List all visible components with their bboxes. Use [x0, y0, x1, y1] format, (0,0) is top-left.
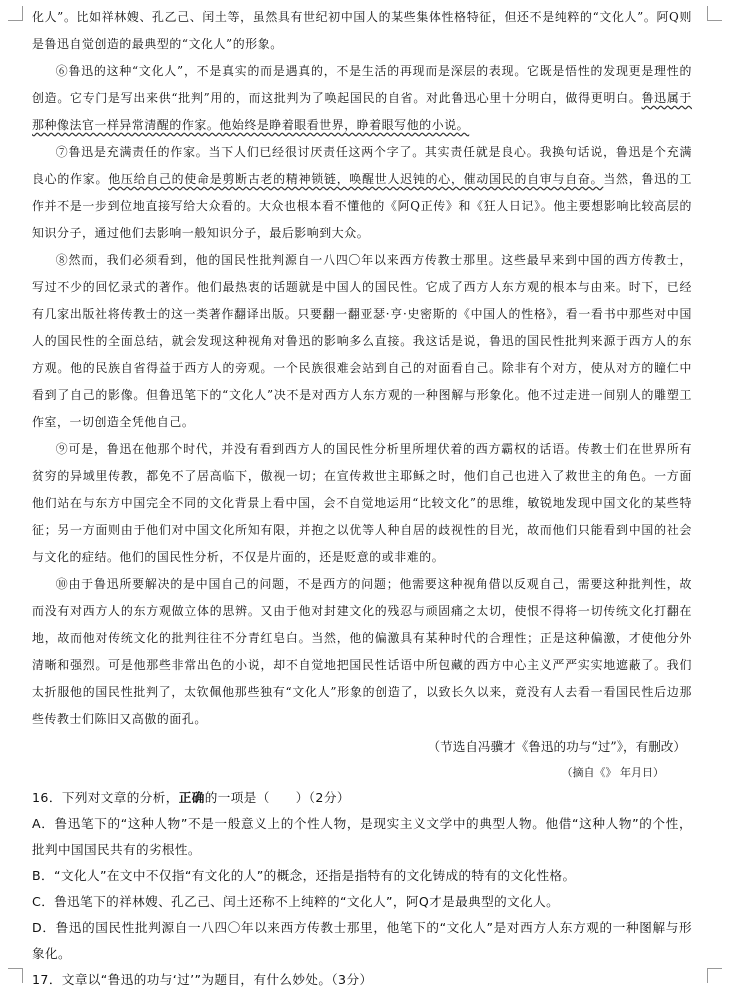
- crop-mark-bottom-right: [707, 968, 722, 983]
- article-body: [32, 4, 692, 733]
- paragraph-intro: 化人”。比如祥林嫂、孔乙己、闰土等，虽然具有世纪初中国人的某些集体性格特征，但还不是纯粹的“文化人”。阿Q则是鲁迅自觉创造的最典型的“文化人”的形象。: [32, 10, 692, 51]
- option-d: D．鲁迅的国民性批判源自一八四〇年以来西方传教士那里，他笔下的“文化人”是对西方人东方观的一种图解与形象化。: [32, 920, 692, 961]
- question-16-suffix: 的一项是（ ）（2分）: [204, 790, 350, 805]
- paragraph-6-underlined: 鲁迅属于那种像法官一样异常清醒的作家。他始终是睁着眼看世界，睁着眼写他的小说。: [32, 91, 693, 132]
- option-a: A．鲁迅笔下的“这种人物”不是一般意义上的个性人物，是现实主义文学中的典型人物。他借“这种人物”的个性，批判中国国民共有的劣根性。: [32, 816, 692, 857]
- crop-mark-top-right: [707, 6, 722, 21]
- content: [32, 4, 692, 993]
- paragraph-7: [32, 139, 692, 247]
- option-c: C．鲁迅笔下的祥林嫂、孔乙己、闰土还称不上纯粹的“文化人”，阿Q才是最典型的文化人。: [32, 894, 560, 909]
- extract-note: （摘自《》 年月日）: [561, 766, 664, 779]
- question-16-prefix: 16．下列对文章的分析，: [32, 790, 179, 805]
- crop-mark-bottom-left: [8, 968, 23, 983]
- paragraph-7-text: ⑦鲁迅是充满责任的作家。当下人们已经很讨厌责任这两个字了。其实责任就是良心。我换句话说，鲁迅是个充满良心的作家。: [32, 145, 692, 186]
- crop-mark-top-left: [8, 6, 23, 21]
- option-b: B．“文化人”在文中不仅指“有文化的人”的概念，还指是指特有的文化铸成的特有的文化性格。: [32, 868, 576, 883]
- paragraph-7-underlined: 他压给自己的使命是剪断古老的精神锁链，唤醒世人迟钝的心，催动国民的自审与自奋。: [108, 172, 604, 186]
- paragraph-8: ⑧然而，我们必须看到，他的国民性批判源自一八四〇年以来西方传教士那里。这些最早来到中国的西方传教士，写过不少的回忆录式的著作。他们最热衷的话题就是中国人的国民性。它成了西方人东方观的根本与由来。时下，已经有几家出版社将传教士的这一类著作翻译出版。只要翻一翻亚瑟·亨·史密斯的《中国人的性格》，看一看书中那些对中国人的国民性的全面总结，就会发现这种视角对鲁迅的影响多么直接。我这话是说，鲁迅的国民性批判来源于西方人的东方观。他的民族自省得益于西方人的旁观。一个民族很难会站到自己的对面看自己。除非有个对方，使从对方的瞳仁中看到了自己的影像。但鲁迅笔下的“文化人”决不是对西方人东方观的一种图解与形象化。他不过走进一间别人的雕塑工作室，一切创造全凭他自己。: [32, 253, 692, 429]
- paragraph-10: ⑩由于鲁迅所要解决的是中国自己的问题，不是西方的问题；他需要这种视角借以反观自己，需要这种批判性，故而没有对西方人的东方观做立体的思辨。又由于他对封建文化的残忍与顽固痛之太切，使恨不得将一切传统文化打翻在地，故而他对传统文化的批判往往不分青红皂白。当然，他的偏激具有某种时代的合理性；正是这种偏激，才使他分外清晰和强烈。可是他那些非常出色的小说，却不自觉地把国民性话语中所包藏的西方中心主义严严实实地遮蔽了。我们太折服他的国民性批判了，太钦佩他那些独有“文化人”形象的创造了，以致长久以来，竟没有人去看一看国民性后边那些传教士们陈旧又高傲的面孔。: [32, 577, 692, 726]
- questions: [32, 785, 692, 993]
- question-17: 17．文章以“鲁迅的功与‘过’”为题目，有什么妙处。（3分）: [32, 972, 373, 987]
- paragraph-7-text-2: 当然，鲁迅的工作并不是一步到位地直接写给大众看的。大众也根本看不懂他的《阿Q正传》和《狂人日记》。他主要想影响比较高层的知识分子，通过他们去影响一般知识分子，最后影响到大众。: [32, 172, 692, 240]
- question-16-emphasis: 正确: [178, 790, 205, 805]
- question-16: [32, 785, 692, 811]
- paragraph-6-text: ⑥鲁迅的这种“文化人”，不是真实的而是遇真的，不是生活的再现而是深层的表现。它既是悟性的发现更是理性的创造。它专门是写出来供“批判”用的，而这批判为了唤起国民的自省。对此鲁迅心里十分明白，做得更明白。: [32, 64, 692, 105]
- paragraph-9: ⑨可是，鲁迅在他那个时代，并没有看到西方人的国民性分析里所埋伏着的西方霸权的话语。传教士们在世界所有贫穷的异域里传教，都免不了居高临下，傲视一切；在宣传救世主耶稣之时，他们自己也进入了救世主的角色。一方面他们站在与东方中国完全不同的文化背景上看中国，会不自觉地运用“比较文化”的思维，敏锐地发现中国文化的某些特征；另一方面则由于他们对中国文化所知有限，并抱之以优等人种自居的歧视性的目光，故而他们只能看到中国的社会与文化的症结。他们的国民性分析，不仅是片面的，还是贬意的或非难的。: [32, 442, 692, 564]
- source-citation: （节选自冯骥才《鲁迅的功与“过”》，有删改）: [427, 739, 686, 754]
- paragraph-6: [32, 58, 692, 139]
